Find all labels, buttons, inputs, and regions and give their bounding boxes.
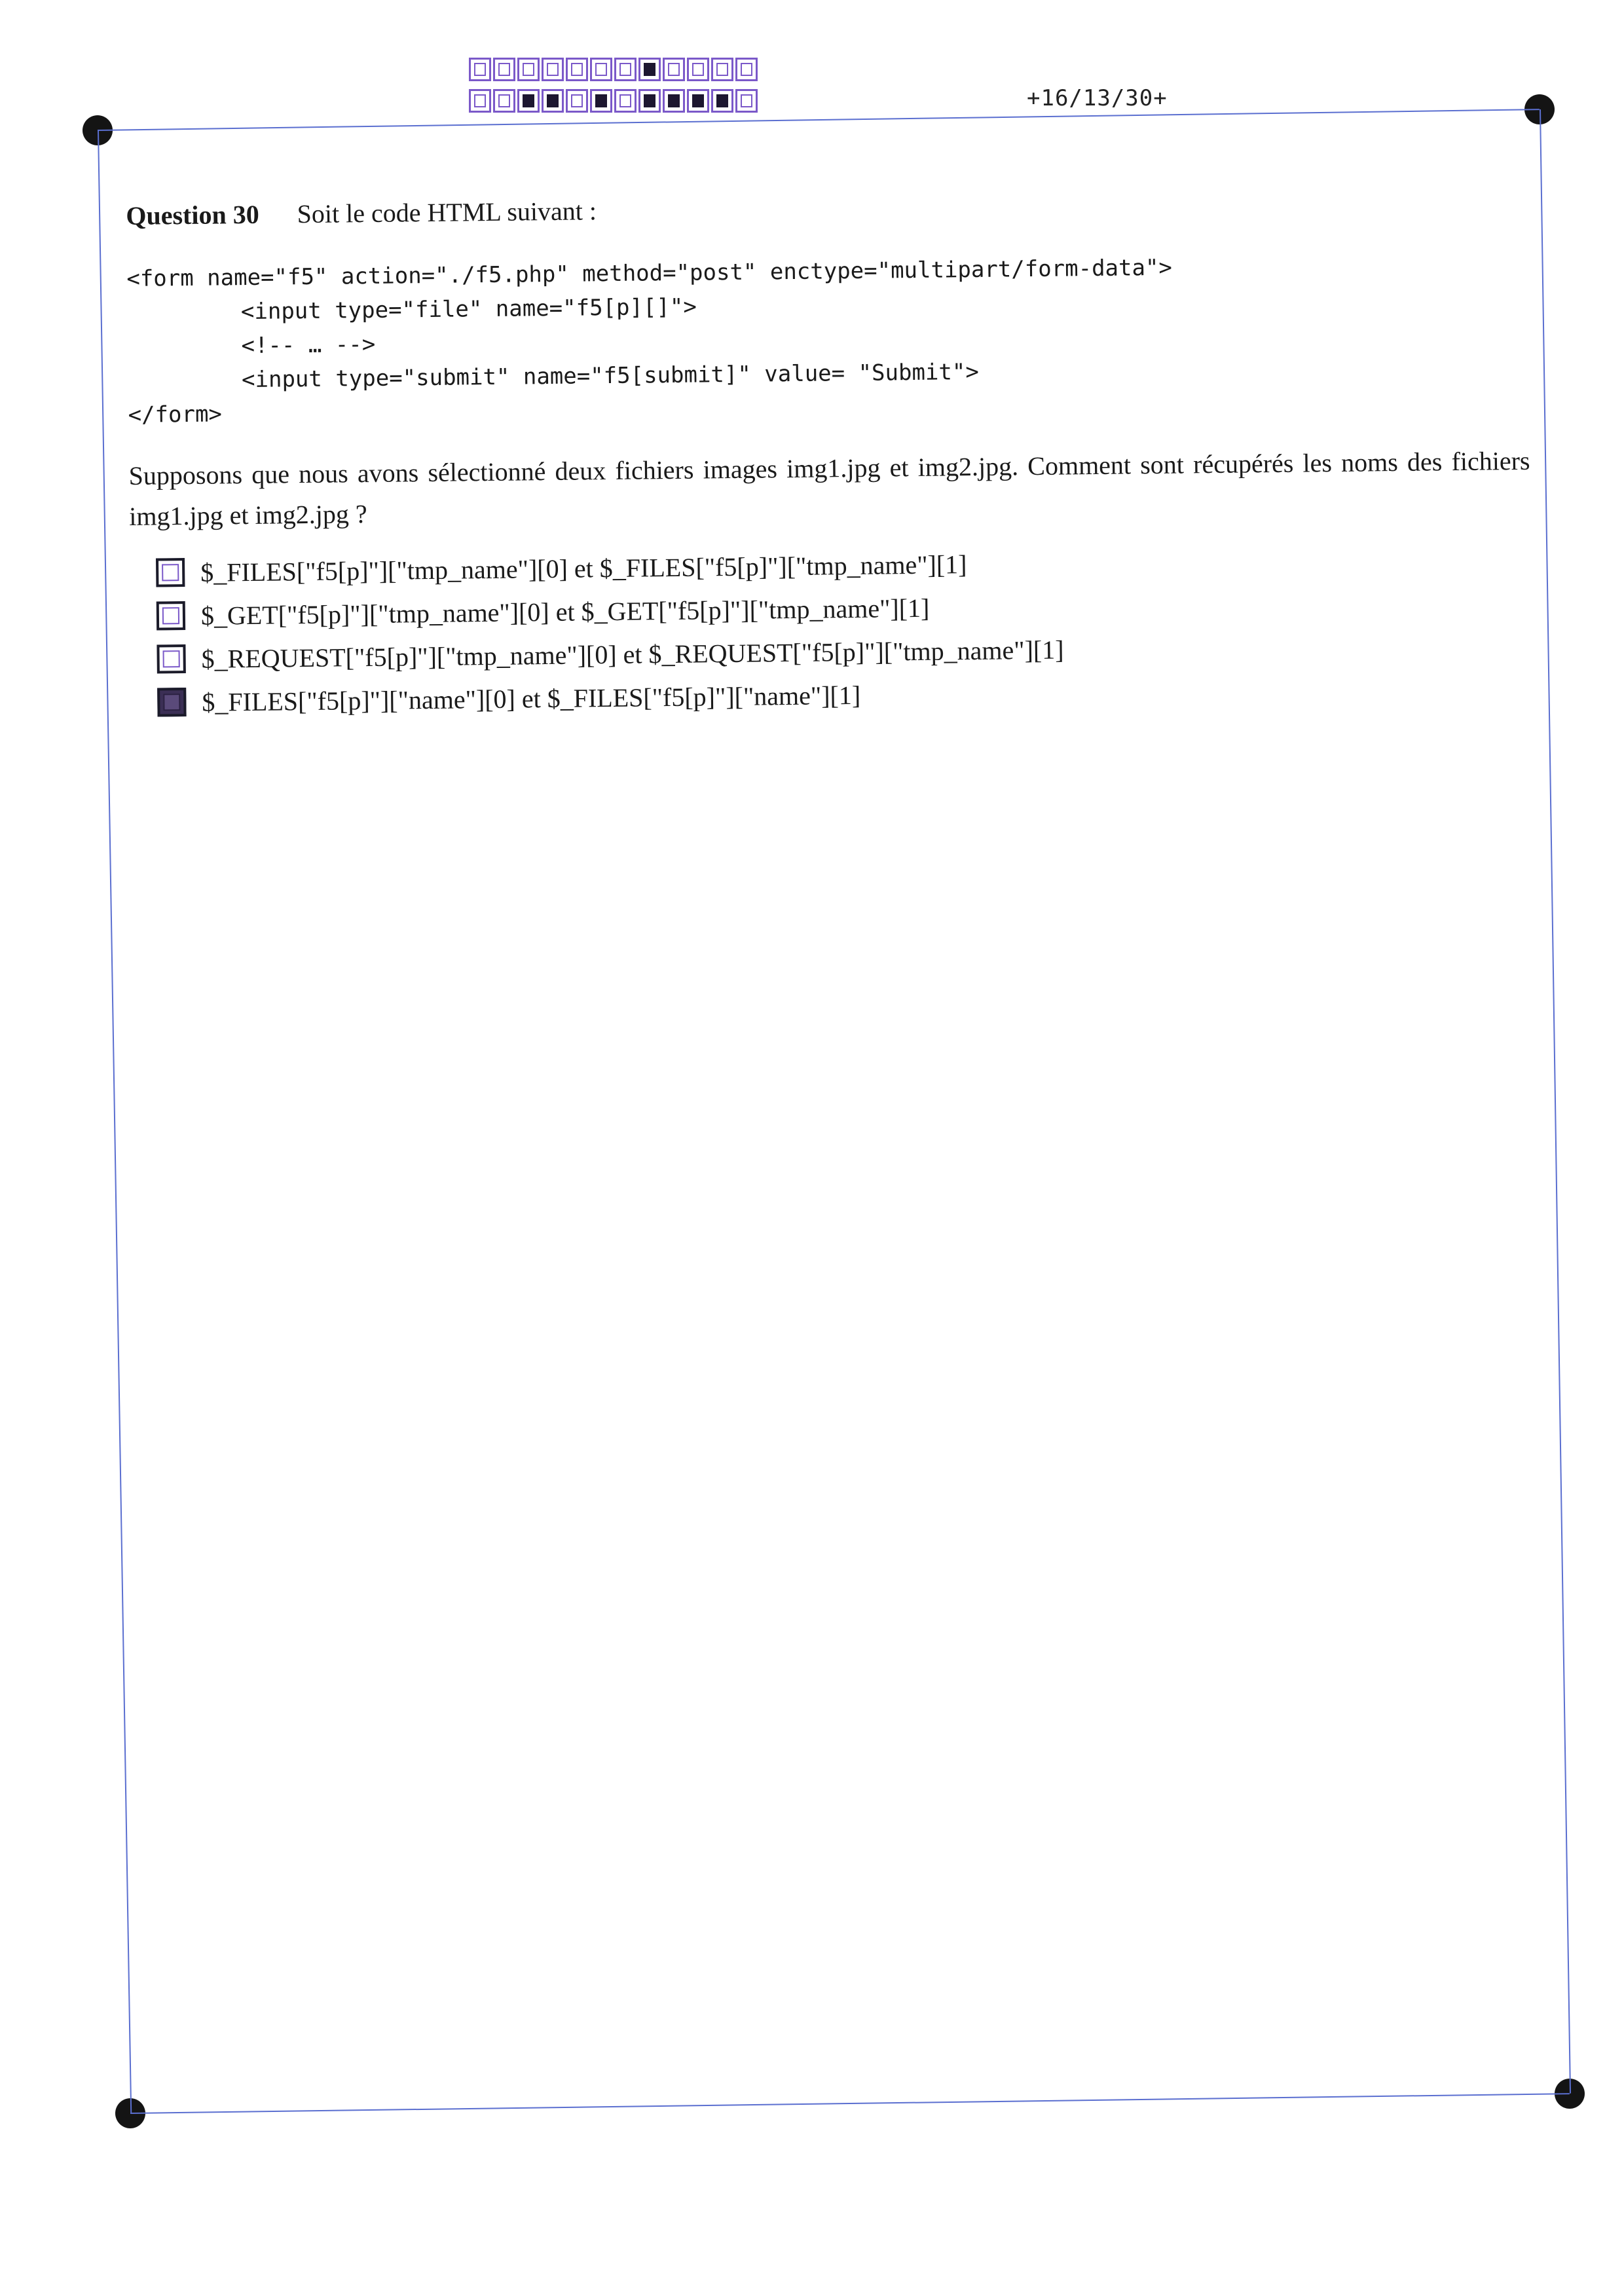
answer-label: $_FILES["f5[p]"]["name"][0] et $_FILES["f5[p]"]["name"][1] (202, 680, 861, 717)
code-box (687, 89, 709, 113)
answer-checkbox[interactable] (156, 558, 185, 587)
code-line: <!-- … --> (241, 331, 376, 360)
html-code-block (126, 247, 1530, 432)
code-box (663, 89, 685, 113)
page-id: +16/13/30+ (1027, 85, 1168, 111)
answer-list (156, 536, 1533, 724)
code-box (566, 58, 588, 81)
code-line: <input type="file" name="f5[p][]"> (240, 293, 697, 325)
binary-code-row-1 (469, 58, 760, 81)
code-box (735, 89, 758, 113)
question-text: Supposons que nous avons sélectionné deux fichiers images img1.jpg et img2.jpg. Comment sont récupérés les noms des fichiers img1.jpg et img2.jpg ? (128, 445, 1530, 531)
code-box (614, 58, 637, 81)
answer-label: $_FILES["f5[p]"]["tmp_name"][0] et $_FILES["f5[p]"]["tmp_name"][1] (200, 549, 967, 587)
frame-bottom-line (130, 2093, 1570, 2114)
frame-right-line (1540, 109, 1571, 2094)
code-box (638, 58, 661, 81)
code-box (542, 58, 564, 81)
code-box (493, 89, 515, 113)
binary-code-row-2 (469, 89, 760, 113)
code-box (687, 58, 709, 81)
question-number: Question 30 (126, 199, 259, 231)
code-box (469, 89, 491, 113)
code-line: <input type="submit" name="f5[submit]" value= "Submit"> (241, 358, 980, 394)
answer-checkbox[interactable] (157, 644, 185, 673)
answer-checkbox[interactable] (157, 688, 186, 716)
code-box (493, 58, 515, 81)
question-block (126, 181, 1533, 724)
code-box (542, 89, 564, 113)
answer-label: $_GET["f5[p]"]["tmp_name"][0] et $_GET["f5[p]"]["tmp_name"][1] (200, 593, 930, 631)
code-box (469, 58, 491, 81)
code-box (590, 58, 612, 81)
code-box (517, 89, 540, 113)
code-box (590, 89, 612, 113)
code-box (711, 89, 733, 113)
answer-checkbox[interactable] (157, 601, 185, 630)
code-box (663, 58, 685, 81)
code-box (735, 58, 758, 81)
frame-top-line (98, 109, 1540, 131)
question-intro: Soit le code HTML suivant : (297, 196, 597, 229)
code-line: <form name="f5" action="./f5.php" method="post" enctype="multipart/form-data"> (126, 254, 1173, 292)
answer-label: $_REQUEST["f5[p]"]["tmp_name"][0] et $_REQUEST["f5[p]"]["tmp_name"][1] (201, 635, 1064, 674)
code-box (566, 89, 588, 113)
code-box (638, 89, 661, 113)
frame-left-line (98, 130, 132, 2113)
code-box (711, 58, 733, 81)
code-line: </form> (128, 401, 223, 428)
code-box (614, 89, 637, 113)
question-heading (126, 181, 1528, 236)
code-box (517, 58, 540, 81)
